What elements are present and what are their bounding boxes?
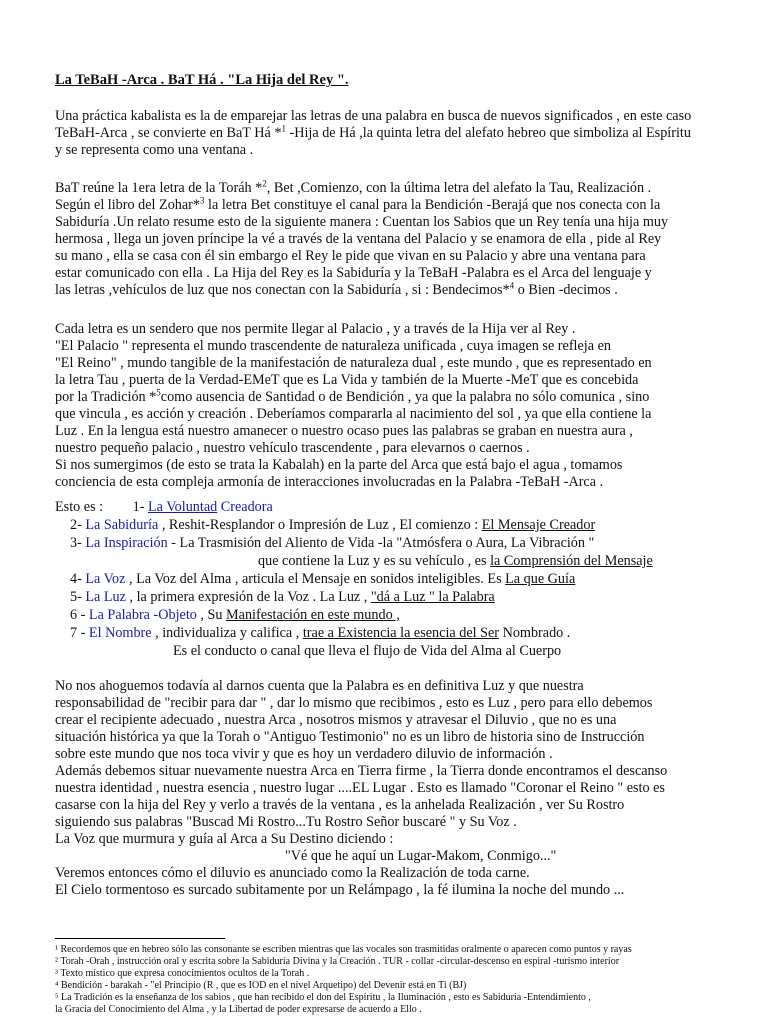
text-line: "El Reino" , mundo tangible de la manifestación de naturaleza dual , este mundo , que es representado en <box>55 355 652 371</box>
list-item: 2- La Sabiduría , Reshit-Resplandor o Impresión de Luz , El comienzo : El Mensaje Creador <box>70 517 596 533</box>
footnotes <box>55 944 755 1016</box>
text-line: No nos ahoguemos todavía al darnos cuenta que la Palabra es en definitiva Luz y que nuestra <box>55 678 584 694</box>
list-term: La Palabra -Objeto <box>88 607 197 623</box>
text-line: Además debemos situar nuevamente nuestra Arca en Tierra firme , la Tierra donde encontramos el descanso <box>55 763 668 779</box>
paragraph-diluvio <box>55 678 745 899</box>
text-line: casarse con la hija del Rey y verlo a través de la ventana , es la anhelada Realización , ver Su Rostro <box>55 797 625 813</box>
quote-line: "Vé que he aquí un Lugar-Makom, Conmigo..." <box>285 848 557 864</box>
list-term: La Sabiduría <box>85 517 159 533</box>
letters-list <box>55 498 745 660</box>
list-term: La Inspiración <box>85 535 168 551</box>
text-line: las letras ,vehículos de luz que nos conectan con la Sabiduría , si : Bendecimos*$^4$ o Bien -decimos . <box>55 280 618 298</box>
footnote: ⁵ La Tradición es la enseñanza de los sabios , que han recibido el don del Espíritu , la Iluminación , esto es Sabiduría -Entendimiento , <box>55 992 591 1003</box>
text-line: Veremos entonces cómo el diluvio es anunciado como la Realización de toda carne. <box>55 865 530 881</box>
footnote-ref[interactable]: 3 <box>200 195 205 206</box>
list-term: El Nombre <box>88 625 152 641</box>
paragraph-intro <box>55 108 745 159</box>
document-title: La TeBaH -Arca . BaT Há . "La Hija del Rey ". <box>55 72 349 88</box>
list-term[interactable]: La Voluntad <box>148 499 218 515</box>
footnote-ref[interactable]: 4 <box>509 280 515 291</box>
text-line: por la Tradición *$^5$como ausencia de Santidad o de Bendición , ya que la palabra no sólo comunica , sino <box>55 387 650 405</box>
text-line: y se representa como una ventana . <box>55 142 254 158</box>
paragraph-letters <box>55 321 745 491</box>
text-line: Según el libro del Zohar*$^3$ la letra Bet constituye el canal para la Bendición -Berajá que nos conecta con la <box>55 195 661 213</box>
text-line: que vincula , es acción y creación . Deberíamos compararla al nacimiento del sol , ya que ella contiene la <box>55 406 652 422</box>
list-term: La Voz <box>85 571 126 587</box>
text-line: Sabiduría .Un relato resume esto de la siguiente manera : Cuentan los Sabios que un Rey tenía una hija muy <box>55 214 669 230</box>
list-item: 7 - El Nombre , individualiza y califica , trae a Existencia la esencia del Ser Nombrado . <box>70 625 571 641</box>
list-item: 5- La Luz , la primera expresión de la Voz . La Luz , "dá a Luz " la Palabra <box>70 589 495 605</box>
text-line: la letra Tau , puerta de la Verdad-EMeT que es La Vida y también de la Muerte -MeT que es concebida <box>55 372 639 388</box>
text-line: crear el recipiente adecuado , nuestra Arca , nosotros mismos y atravesar el Diluvio , que no es una <box>55 712 617 728</box>
text-line: estar comunicado con ella . La Hija del Rey es la Sabiduría y la TeBaH -Palabra es el Arca del lenguaje y <box>55 265 652 281</box>
footnote-divider <box>55 938 225 939</box>
footnote: ⁴ Bendición - barakah - "el Principio (R , que es IOD en el nivel Arquetipo) del Devenir está en Ti (BJ) <box>55 980 467 991</box>
text-line: La Voz que murmura y guía al Arca a Su Destino diciendo : <box>55 831 394 847</box>
text-line: Si nos sumergimos (de esto se trata la Kabalah) en la parte del Arca que está bajo el agua , tomamos <box>55 457 623 473</box>
text-line: "El Palacio " representa el mundo trascendente de naturaleza unificada , cuya imagen se refleja en <box>55 338 611 354</box>
footnote-ref[interactable]: 5 <box>156 387 161 398</box>
footnote: ³ Texto místico que expresa conocimientos ocultos de la Torah . <box>55 968 310 979</box>
list-item: 4- La Voz , La Voz del Alma , articula el Mensaje en sonidos inteligibles. Es La que Guía <box>70 571 576 587</box>
text-line: hermosa , llega un joven príncipe la vé a través de la ventana del Palacio y se enamora de ella , pide al Rey <box>55 231 662 247</box>
text-line: Una práctica kabalista es la de emparejar las letras de una palabra en busca de nuevos significados , en este caso <box>55 108 692 124</box>
text-line: BaT reúne la 1era letra de la Toráh *$^2$, Bet ,Comienzo, con la última letra del alefato la Tau, Realización . <box>55 178 652 196</box>
text-line: nuestra identidad , nuestra esencia , nuestro lugar ....EL Lugar . Esto es llamado "Coronar el Reino " esto es <box>55 780 665 796</box>
text-line: siguiendo sus palabras "Buscad Mi Rostro...Tu Rostro Señor buscaré " y Su Voz . <box>55 814 517 830</box>
text-line: responsabilidad de "recibir para dar " , dar lo mismo que recibimos , esto es Luz , pero para ello debemos <box>55 695 653 711</box>
footnote: la Gracia del Conocimiento del Alma , y la Libertad de poder expresarse de acuerdo a Ello . <box>55 1004 422 1015</box>
text-line: conciencia de esta compleja armonía de interacciones involucradas en la Palabra -TeBaH -Arca . <box>55 474 604 490</box>
text-line: El Cielo tormentoso es surcado subitamente por un Relámpago , la fé ilumina la noche del mundo ... <box>55 882 625 898</box>
footnote-ref[interactable]: 2 <box>262 178 267 189</box>
text-line: TeBaH-Arca , se convierte en BaT Há *$^1$ -Hija de Há ,la quinta letra del alefato hebreo que simboliza al Espíritu <box>55 123 691 141</box>
text-line: Luz . En la lengua está nuestro amanecer o nuestro ocaso pues las palabras se graban en nuestra aura , <box>55 423 633 439</box>
footnote: ¹ Recordemos que en hebreo sólo las consonante se escriben mientras que las vocales son trasmitidas oralmente o aparecen como puntos y rayas <box>55 944 632 955</box>
footnote-ref[interactable]: 1 <box>281 123 286 134</box>
footnote: ² Torah -Orah , instrucción oral y escrita sobre la Sabiduría Divina y la Creación . TUR - collar -circular-descenso en espiral -turismo interior <box>55 956 620 967</box>
list-item: 6 - La Palabra -Objeto , Su Manifestación en este mundo , <box>70 607 400 623</box>
list-item-continuation: que contiene la Luz y es su vehículo , es la Comprensión del Mensaje <box>258 553 653 569</box>
list-term: La Luz <box>85 589 126 605</box>
text-line: sobre este mundo que nos toca vivir y que es hoy un verdadero diluvio de información . <box>55 746 553 762</box>
paragraph-bat <box>55 180 745 299</box>
list-closing: Es el conducto o canal que lleva el flujo de Vida del Alma al Cuerpo <box>173 643 562 659</box>
text-line: su mano , ella se casa con él sin embargo el Rey le pide que vivan en su Palacio y abre una ventana para <box>55 248 646 264</box>
list-item: Esto es : 1- La Voluntad Creadora <box>55 499 273 515</box>
list-item: 3- La Inspiración - La Trasmisión del Aliento de Vida -la "Atmósfera o Aura, La Vibración " <box>70 535 595 551</box>
text-line: nuestro pequeño palacio , nuestro vehículo trascendente , para elevarnos o caernos . <box>55 440 530 456</box>
text-line: Cada letra es un sendero que nos permite llegar al Palacio , y a través de la Hija ver al Rey . <box>55 321 576 337</box>
text-line: situación histórica ya que la Torah o "Antiguo Testimonio" no es un libro de historia sino de Instrucción <box>55 729 645 745</box>
